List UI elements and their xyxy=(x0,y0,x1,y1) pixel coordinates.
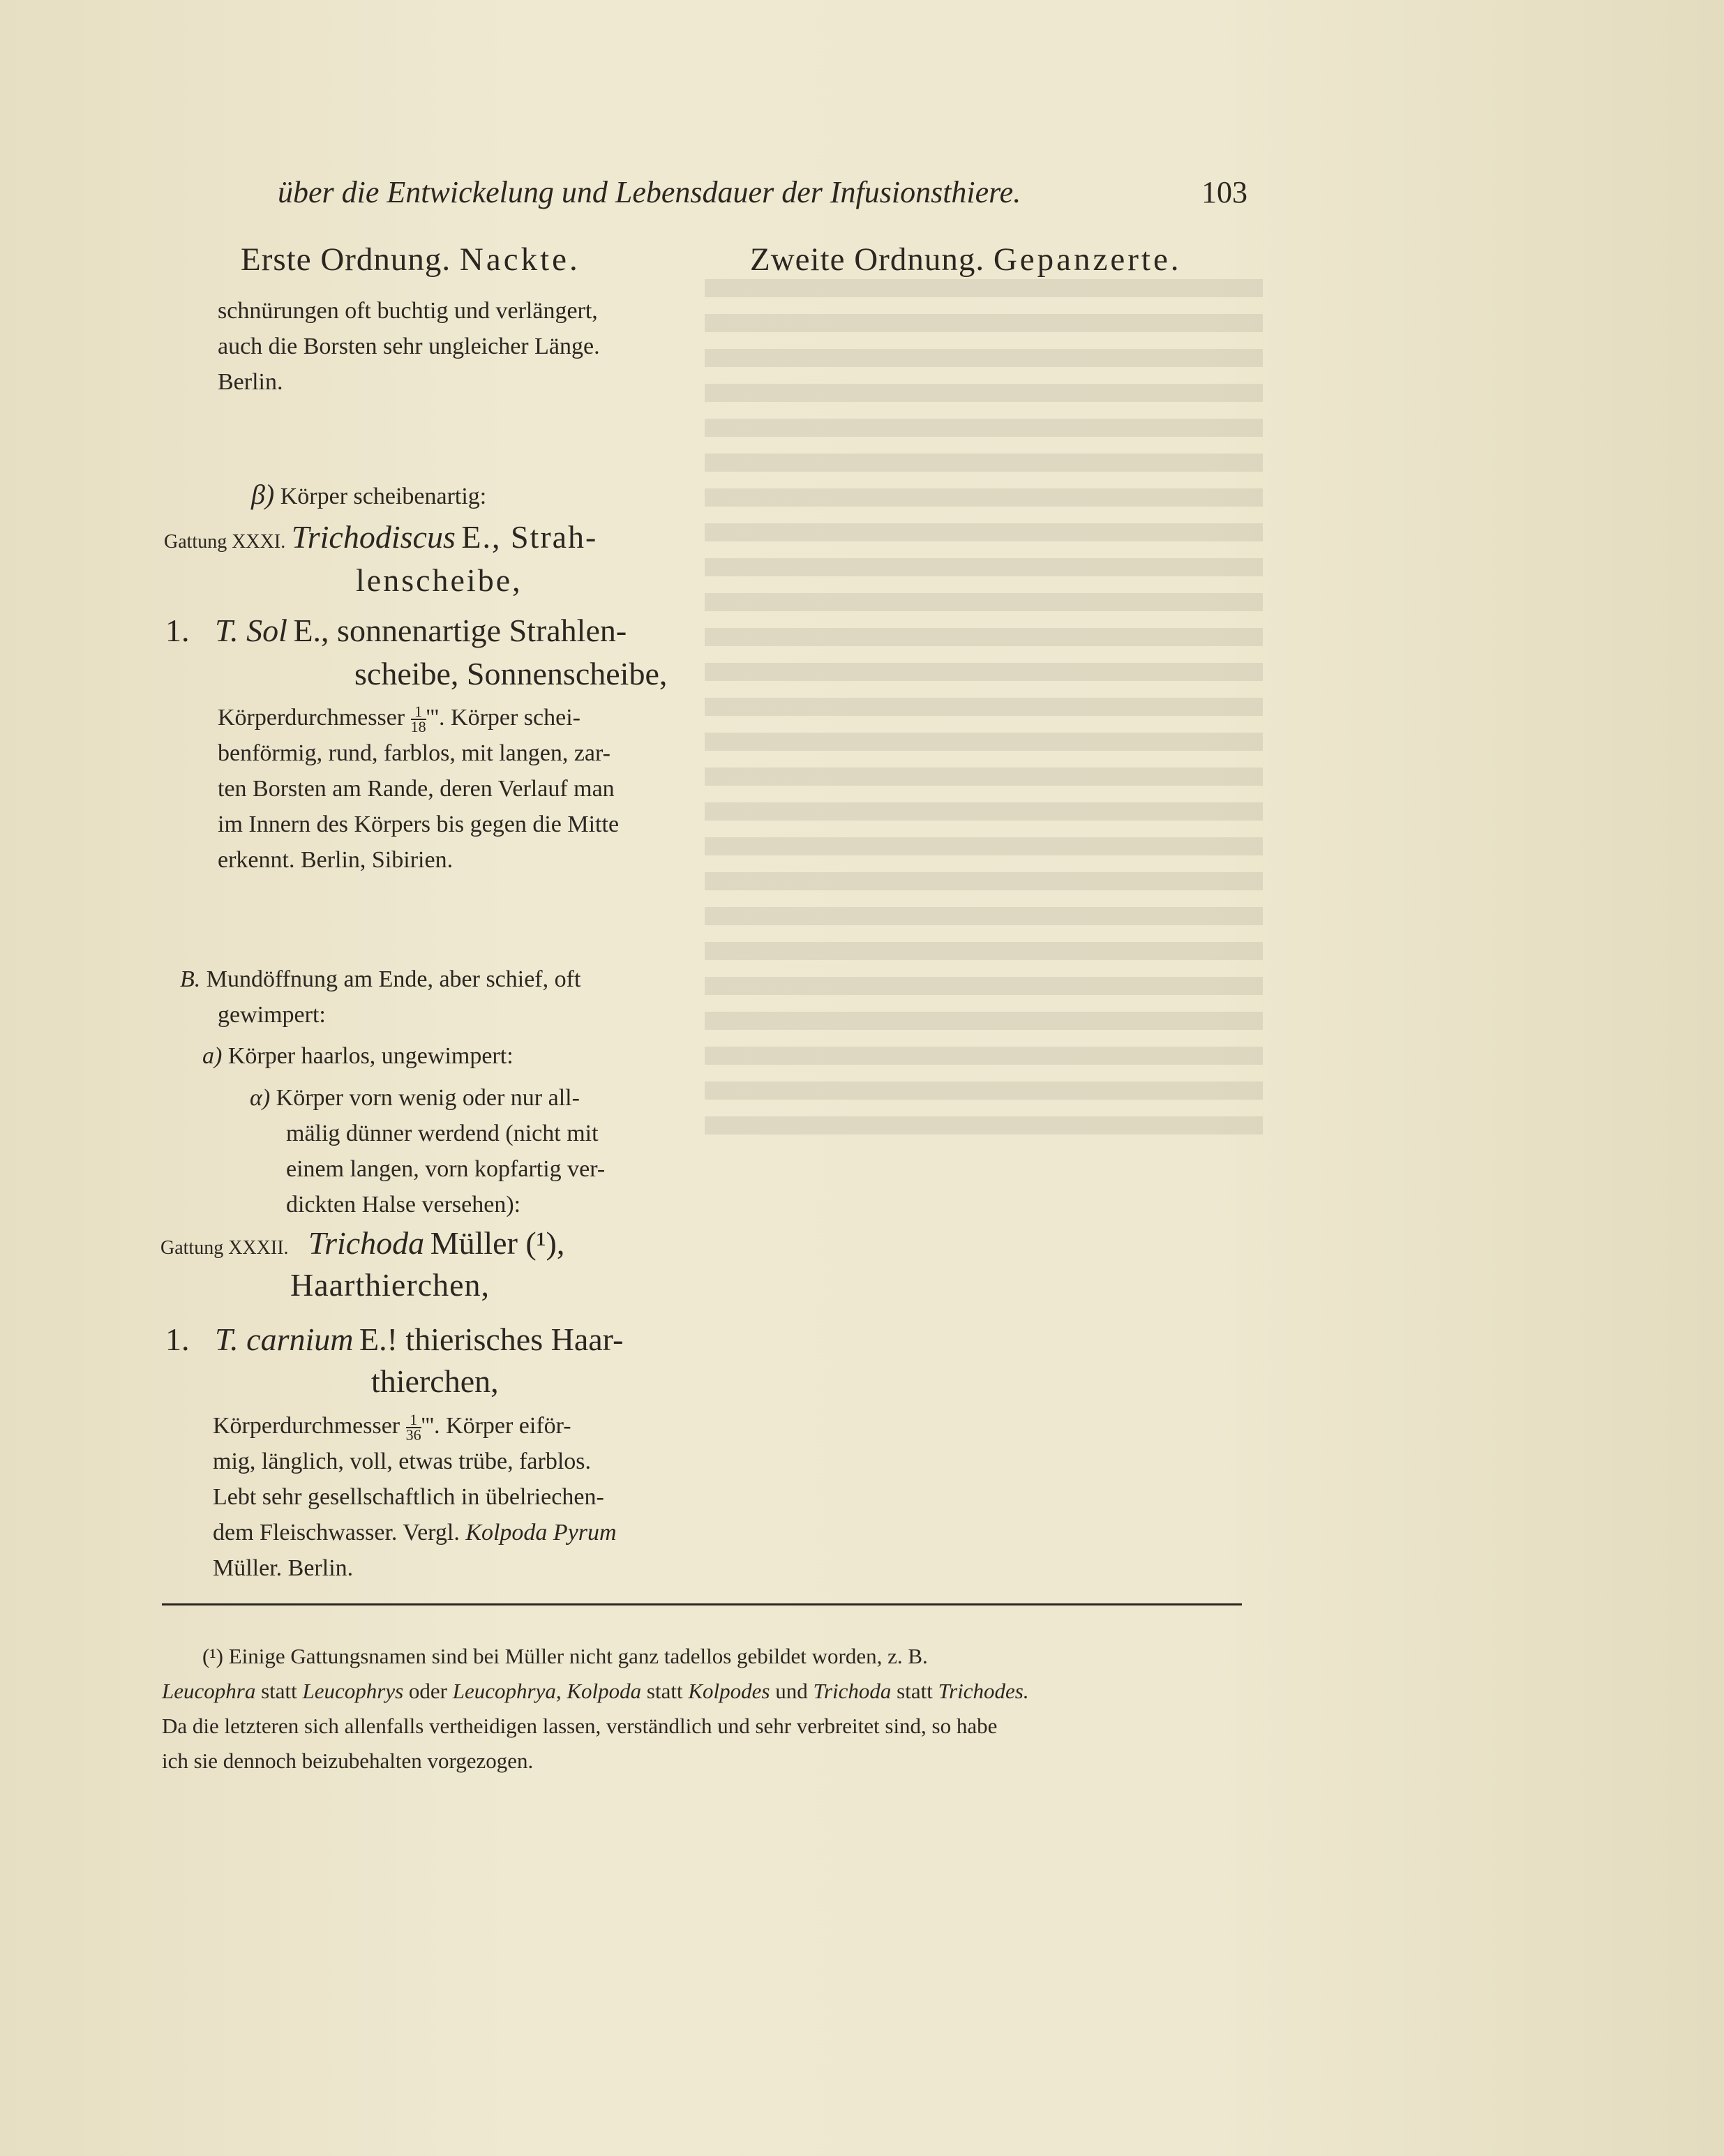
subdivision-beta: β) Körper scheibenartig: xyxy=(251,479,487,510)
footnote-line: Da die letzteren sich allenfalls vertheidigen lassen, verständlich und sehr verbreitet sind, so habe xyxy=(162,1714,998,1738)
footnote-line: ich sie dennoch beizubehalten vorgezogen. xyxy=(162,1749,534,1773)
right-column-heading: Zweite Ordnung. Gepanzerte. xyxy=(750,241,1182,278)
text-line: im Innern des Körpers bis gegen die Mitte xyxy=(218,811,620,837)
text-line: ten Borsten am Rande, deren Verlauf man xyxy=(218,776,615,802)
genus-heading: Gattung XXXI. Trichodiscus E., Strah- xyxy=(164,519,598,555)
subdivision-alpha: α) Körper vorn wenig oder nur all- xyxy=(250,1085,580,1111)
text-line: mig, länglich, voll, etwas trübe, farblos. xyxy=(213,1448,591,1474)
text-line: einem langen, vorn kopfartig ver- xyxy=(286,1156,606,1182)
fraction: $\frac{1}{18}$ xyxy=(410,703,426,736)
genus-heading: Gattung XXXII. Trichoda Müller (¹), xyxy=(160,1225,565,1261)
text-line: erkennt. Berlin, Sibirien. xyxy=(218,847,454,873)
text-line: auch die Borsten sehr ungleicher Länge. xyxy=(218,334,600,359)
text-line: Körperdurchmesser $\frac{1}{18}$ '''. Körper schei- xyxy=(218,703,580,736)
genus-heading-cont: Haarthierchen, xyxy=(290,1267,490,1303)
footnote-rule xyxy=(162,1603,1242,1605)
text-line: dickten Halse versehen): xyxy=(286,1192,521,1218)
text-line: Lebt sehr gesellschaftlich in übelriechen- xyxy=(213,1484,604,1510)
text-line: benförmig, rund, farblos, mit langen, zar- xyxy=(218,740,610,766)
text-line: schnürungen oft buchtig und verlängert, xyxy=(218,298,598,324)
footnote-line: Leucophra statt Leucophrys oder Leucophrya, Kolpoda statt Kolpodes und Trichoda statt Trichodes. xyxy=(162,1679,1029,1703)
species-heading: 1. T. carnium E.! thierisches Haar- xyxy=(165,1322,624,1357)
species-heading-cont: thierchen, xyxy=(371,1363,499,1399)
species-heading: 1. T. Sol E., sonnenartige Strahlen- xyxy=(165,613,627,648)
page-number: 103 xyxy=(1201,175,1247,209)
subdivision-B: B. Mundöffnung am Ende, aber schief, oft xyxy=(180,966,581,992)
text-line: Müller. Berlin. xyxy=(213,1555,354,1581)
genus-heading-cont: lenscheibe, xyxy=(356,562,523,598)
subdivision-a: a) Körper haarlos, ungewimpert: xyxy=(202,1043,514,1069)
text-line: Körperdurchmesser $\frac{1}{36}$ '''. Körper eiför- xyxy=(213,1411,571,1444)
running-header xyxy=(278,174,1247,210)
fraction: $\frac{1}{36}$ xyxy=(405,1411,421,1444)
running-title: über die Entwickelung und Lebensdauer der Infusionsthiere. xyxy=(278,175,1021,209)
text-line: dem Fleischwasser. Vergl. Kolpoda Pyrum xyxy=(213,1520,617,1545)
footnote-line: (¹) Einige Gattungsnamen sind bei Müller nicht ganz tadellos gebildet worden, z. B. xyxy=(202,1644,928,1668)
text-line: gewimpert: xyxy=(218,1002,326,1028)
left-column-heading: Erste Ordnung. Nackte. xyxy=(241,241,580,278)
text-line: mälig dünner werdend (nicht mit xyxy=(286,1121,599,1146)
text-line: Berlin. xyxy=(218,369,283,395)
show-through-text xyxy=(705,279,1263,1151)
species-heading-cont: scheibe, Sonnenscheibe, xyxy=(354,656,668,691)
